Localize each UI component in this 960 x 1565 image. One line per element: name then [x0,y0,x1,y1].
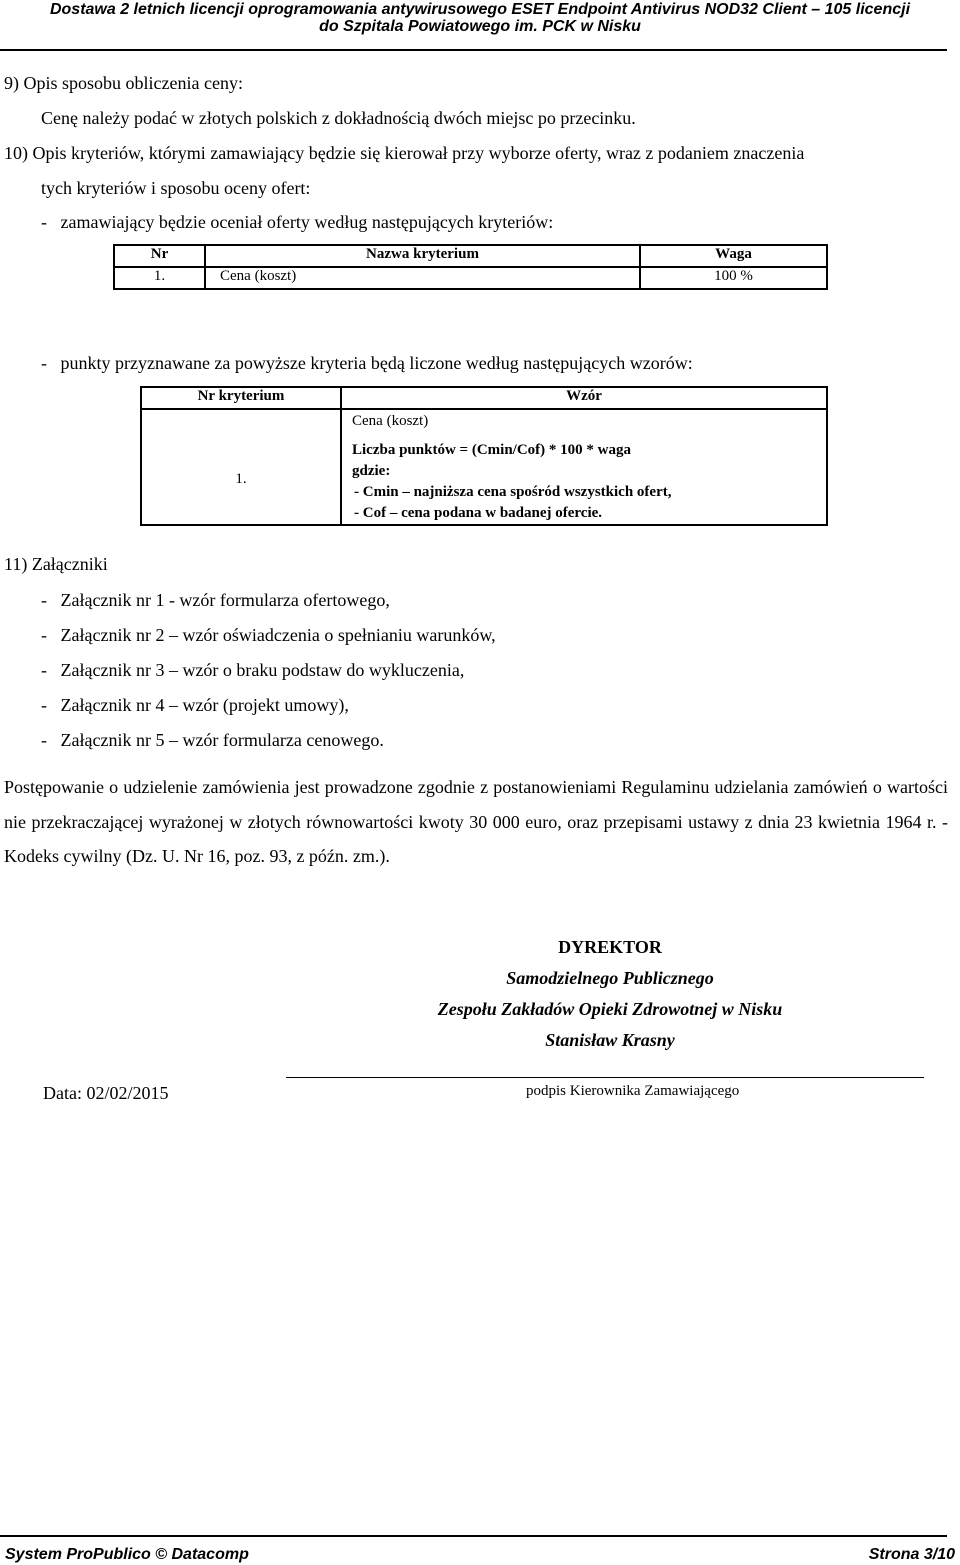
formula-where: gdzie: [352,463,391,479]
signature-line2: Zespołu Zakładów Opieki Zdrowotnej w Nisku [437,999,783,1019]
legal-basis-paragraph: Postępowanie o udzielenie zamówienia jest prowadzone zgodnie z postanowieniami Regulaminu udzielania zamówień o wartości nie przekraczającej wyrażonej w złotych równowartości kwoty 30 000 euro, oraz przepisami ustawy z dnia 23 kwietnia 1964 r. - Kodeks cywilny (Dz. U. Nr 16, poz. 93, z późn. zm.). [4,777,948,866]
header-title-line1: Dostawa 2 letnich licencji oprogramowania antywirusowego ESET Endpoint Antivirus NOD32 Client – 105 licencji [49,1,911,18]
document-date: Data: 02/02/2015 [43,1083,169,1103]
header-title-line2: do Szpitala Powiatowego im. PCK w Nisku [319,18,641,35]
formula-cell-nr [141,409,341,525]
section10-line1: 10) Opis kryteriów, którymi zamawiający będzie się kierował przy wyborze oferty, wraz z podaniem znaczenia [4,143,805,163]
section9-title: 9) Opis sposobu obliczenia ceny: [4,73,243,93]
signature-title: DYREKTOR [558,937,662,957]
signature-name: Stanisław Krasny [545,1030,675,1050]
footer-page-number: Strona 3/10 [868,1546,955,1563]
header-rule [0,49,947,51]
attachment-item: - Załącznik nr 4 – wzór (projekt umowy), [41,695,349,715]
table-row [114,267,827,289]
formula-expression: Liczba punktów = (Cmin/Cof) * 100 * waga [352,442,631,458]
criteria-cell-nr: 1. [114,267,205,289]
section9-text: Cenę należy podać w złotych polskich z dokładnością dwóch miejsc po przecinku. [41,108,636,128]
criteria-header-name: Nazwa kryterium [205,245,640,267]
attachment-item: - Załącznik nr 2 – wzór oświadczenia o spełnianiu warunków, [41,625,496,645]
signature-line1: Samodzielnego Publicznego [506,968,714,988]
footer-left: System ProPublico © Datacomp [5,1546,249,1563]
formula-header-nr: Nr kryterium [141,387,341,409]
attachment-item: - Załącznik nr 1 - wzór formularza ofertowego, [41,590,390,610]
section10-bullet-criteria: - zamawiający będzie oceniał oferty według następujących kryteriów: [41,212,554,232]
formula-nr-text: 1. [235,470,247,487]
section10-bullet-formulas: - punkty przyznawane za powyższe kryteria będą liczone według następujących wzorów: [41,353,693,373]
section11-title: 11) Załączniki [4,554,108,574]
footer-rule [0,1535,947,1537]
attachment-item: - Załącznik nr 3 – wzór o braku podstaw do wykluczenia, [41,660,465,680]
table-row [141,409,827,525]
signature-line [286,1077,924,1078]
formula-criterion-name: Cena (koszt) [352,413,429,429]
criteria-table [113,244,828,290]
attachment-item: - Załącznik nr 5 – wzór formularza cenowego. [41,730,384,750]
criteria-header-nr: Nr [114,245,205,267]
formula-def-cmin: - Cmin – najniższa cena spośród wszystkich ofert, [354,484,672,500]
criteria-cell-name: Cena (koszt) [205,267,640,289]
formula-cell-content [341,409,827,525]
criteria-cell-weight: 100 % [640,267,827,289]
formula-def-cof: - Cof – cena podana w badanej ofercie. [354,505,603,521]
formula-table [140,386,828,526]
formula-header-formula: Wzór [341,387,827,409]
criteria-header-weight: Waga [640,245,827,267]
section10-line2: tych kryteriów i sposobu oceny ofert: [41,178,311,198]
signature-caption: podpis Kierownika Zamawiającego [526,1083,740,1099]
